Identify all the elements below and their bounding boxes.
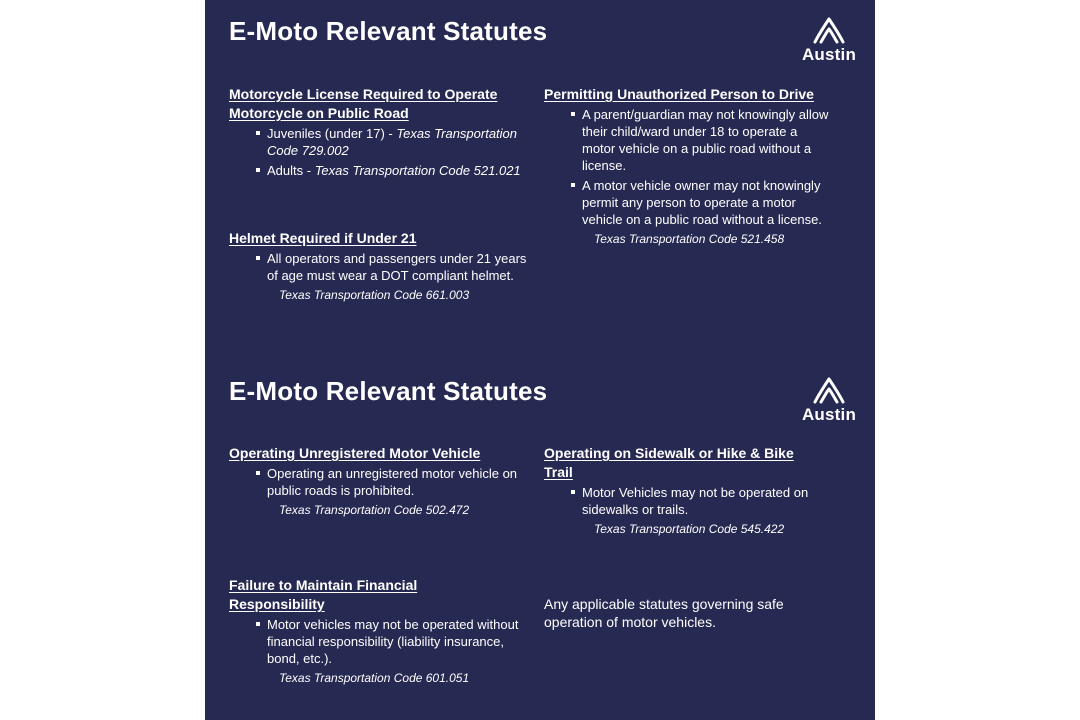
bullet-text: All operators and passengers under 21 years of age must wear a DOT compliant helmet. [267, 251, 527, 283]
license-heading-line2: Motorcycle on Public Road [229, 105, 409, 121]
list-item [544, 106, 834, 174]
austin-city-logo-icon [812, 16, 846, 44]
logo-text: Austin [801, 45, 857, 64]
slide-title: E-Moto Relevant Statutes [229, 16, 548, 46]
license-bullets [229, 125, 529, 179]
permitting-citation: Texas Transportation Code 521.458 [594, 232, 785, 246]
list-item [229, 616, 529, 667]
bullet-text: Juveniles (under 17) - [267, 126, 397, 141]
sidewalk-heading-line2: Trail [544, 464, 573, 480]
austin-logo [799, 16, 859, 65]
financial-heading-line2: Responsibility [229, 596, 325, 612]
sidewalk-block [544, 444, 834, 537]
list-item [229, 250, 529, 284]
logo-text: Austin [801, 405, 857, 424]
sidewalk-bullets [544, 484, 834, 518]
bullet-text: A motor vehicle owner may not knowingly permit any person to operate a motor vehicle on a public road without a license. [582, 178, 822, 227]
unregistered-bullets [229, 465, 529, 499]
helmet-bullets [229, 250, 529, 284]
slide-title: E-Moto Relevant Statutes [229, 376, 548, 406]
financial-block [229, 576, 529, 686]
sidewalk-heading [544, 444, 834, 482]
financial-heading [229, 576, 529, 614]
helmet-heading: Helmet Required if Under 21 [229, 230, 417, 246]
unregistered-citation: Texas Transportation Code 502.472 [279, 503, 470, 517]
sidewalk-citation: Texas Transportation Code 545.422 [594, 522, 785, 536]
bullet-text: Motor Vehicles may not be operated on sidewalks or trails. [582, 485, 809, 517]
bullet-code: Texas Transportation Code 729.002 [267, 126, 518, 158]
list-item [544, 484, 834, 518]
slide-1 [205, 0, 875, 360]
list-item [544, 177, 834, 228]
permitting-block [544, 85, 834, 247]
bullet-text: Motor vehicles may not be operated without financial responsibility (liability insurance, bond, etc.). [267, 617, 519, 666]
permitting-heading: Permitting Unauthorized Person to Drive [544, 86, 814, 102]
list-item [229, 125, 529, 159]
bullet-text: Operating an unregistered motor vehicle on public roads is prohibited. [267, 466, 518, 498]
license-block [229, 85, 529, 182]
license-heading-line1: Motorcycle License Required to Operate [229, 86, 498, 102]
helmet-citation: Texas Transportation Code 661.003 [279, 288, 470, 302]
other-statutes-text: Any applicable statutes governing safe operation of motor vehicles. [544, 596, 784, 630]
sidewalk-heading-line1: Operating on Sidewalk or Hike & Bike [544, 445, 794, 461]
financial-heading-line1: Failure to Maintain Financial [229, 577, 418, 593]
slide-2 [205, 360, 875, 720]
license-heading [229, 85, 529, 123]
financial-citation: Texas Transportation Code 601.051 [279, 671, 470, 685]
bullet-text: Adults - [267, 163, 315, 178]
financial-bullets [229, 616, 529, 667]
bullet-text: A parent/guardian may not knowingly allow their child/ward under 18 to operate a motor vehicle on a public road without a license. [582, 107, 829, 173]
permitting-bullets [544, 106, 834, 228]
list-item [229, 162, 529, 179]
austin-logo [799, 376, 859, 425]
list-item [229, 465, 529, 499]
helmet-block [229, 229, 529, 303]
unregistered-block [229, 444, 529, 518]
bullet-code: Texas Transportation Code 521.021 [314, 163, 521, 178]
unregistered-heading: Operating Unregistered Motor Vehicle [229, 445, 481, 461]
austin-city-logo-icon [812, 376, 846, 404]
